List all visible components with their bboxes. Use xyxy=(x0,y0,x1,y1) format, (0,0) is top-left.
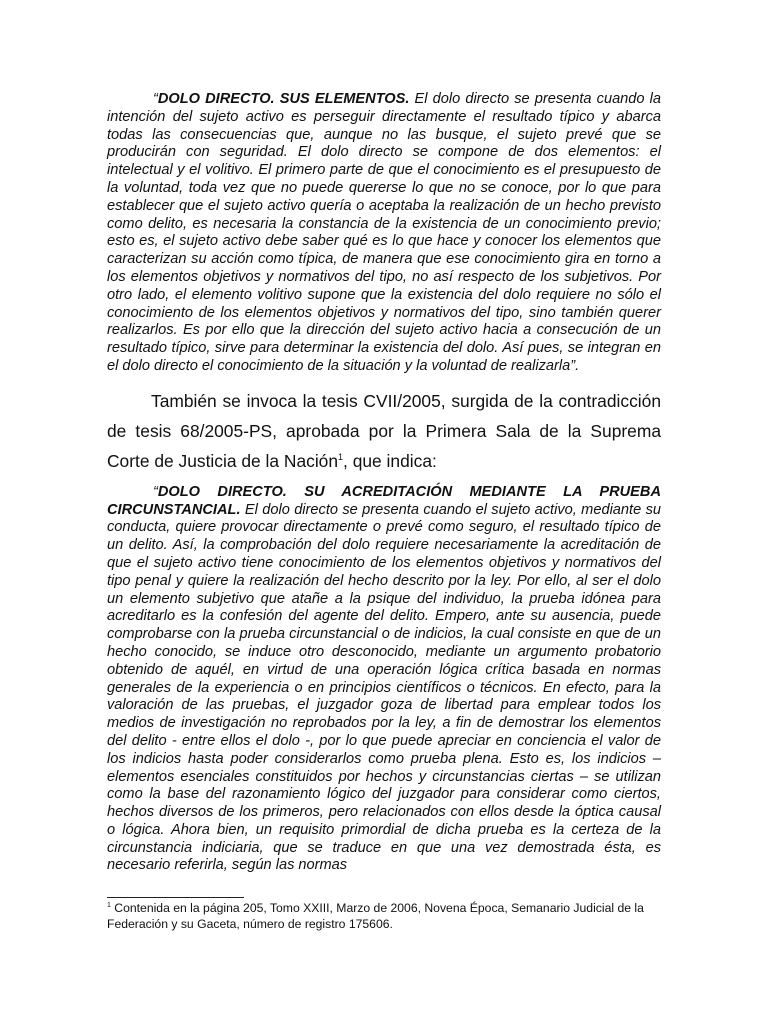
paragraph-text: También se invoca la tesis CVII/2005, surgida de la contradicción de tesis 68/2005-PS, aprobada por la Primera Sala de la Suprema Corte de Justicia de la Nación xyxy=(107,390,661,471)
quote-dolo-directo-elementos xyxy=(107,91,661,376)
quote-heading: DOLO DIRECTO. SU ACREDITACIÓN MEDIANTE LA PRUEBA CIRCUNSTANCIAL. xyxy=(107,483,661,518)
quote-heading: DOLO DIRECTO. SUS ELEMENTOS. xyxy=(157,91,410,107)
paragraph-tail: , que indica: xyxy=(343,450,437,471)
footnote xyxy=(107,901,663,932)
quote-text: El dolo directo se presenta cuando el sujeto activo, mediante su conducta, quiere provocar directamente o prevé como seguro, el resultado típico de un delito. Así, la comprobación del dolo requiere necesariamente la acreditación de que el sujeto activo tiene conocimiento de los elementos objetivos y normativos del tipo penal y quiere la realización del hecho descrito por la ley. Por ello, al ser el dolo un elemento subjetivo que atañe a la psique del individuo, la prueba idónea para acreditarlo es la confesión del agente del delito. Empero, ante su ausencia, puede comprobarse con la prueba circunstancial o de indicios, la cual consiste en que de un hecho conocido, se induce otro desconocido, mediante un argumento probatorio obtenido de aquél, en virtud de una operación lógica crítica basada en normas generales de la experiencia o en principios científicos o técnicos. En efecto, para la valoración de las pruebas, el juzgador goza de libertad para emplear todos los medios de investigación no reprobados por la ley, a fin de demostrar los elementos del delito - entre ellos el dolo -, por lo que puede apreciar en conciencia el valor de los indicios hasta poder considerarlos como prueba plena. Esto es, los indicios – elementos esenciales constituidos por hechos y circunstancias ciertas – se utilizan como la base del razonamiento lógico del juzgador para considerar como ciertos, hechos diversos de los primeros, pero relacionados con ellos desde la óptica causal o lógica. Ahora bien, un requisito primordial de dicha prueba es la certeza de la circunstancia indiciaria, que se traduce en que una vez demostrada ésta, es necesario referirla, según las normas xyxy=(107,501,661,874)
footnote-separator xyxy=(107,897,244,898)
quote-open-mark: “ xyxy=(153,91,158,107)
footnote-mark: 1 xyxy=(107,901,111,909)
body-paragraph xyxy=(107,386,661,476)
quote-dolo-directo-acreditacion xyxy=(107,484,661,876)
document-page xyxy=(107,91,661,875)
footnote-reference[interactable]: 1 xyxy=(338,451,344,462)
quote-open-mark: “ xyxy=(153,483,158,500)
footnote-text: Contenida en la página 205, Tomo XXIII, Marzo de 2006, Novena Época, Semanario Judicial de la Federación y su Gaceta, número de registro 175606. xyxy=(107,901,644,931)
quote-text: El dolo directo se presenta cuando la intención del sujeto activo es perseguir directamente el resultado típico y abarca todas las consecuencias que, aunque no las busque, el sujeto prevé que se producirán con seguridad. El dolo directo se compone de dos elementos: el intelectual y el volitivo. El primero parte de que el conocimiento es el presupuesto de la voluntad, toda vez que no puede quererse lo que no se conoce, por lo que para establecer que el sujeto activo quería o aceptaba la realización de un hecho previsto como delito, es necesaria la constancia de la existencia de un conocimiento previo; esto es, el sujeto activo debe saber qué es lo que hace y conocer los elementos que caracterizan su acción como típica, de manera que ese conocimiento gira en torno a los elementos objetivos y normativos del tipo, no así respecto de los subjetivos. Por otro lado, el elemento volitivo supone que la existencia del dolo requiere no sólo el conocimiento de los elementos objetivos y normativos del tipo, sino también querer realizarlos. Es por ello que la dirección del sujeto activo hacia a consecución de un resultado típico, sirve para determinar la existencia del dolo. Así pues, se integran en el dolo directo el conocimiento de la situación y la voluntad de realizarla”. xyxy=(107,91,661,374)
